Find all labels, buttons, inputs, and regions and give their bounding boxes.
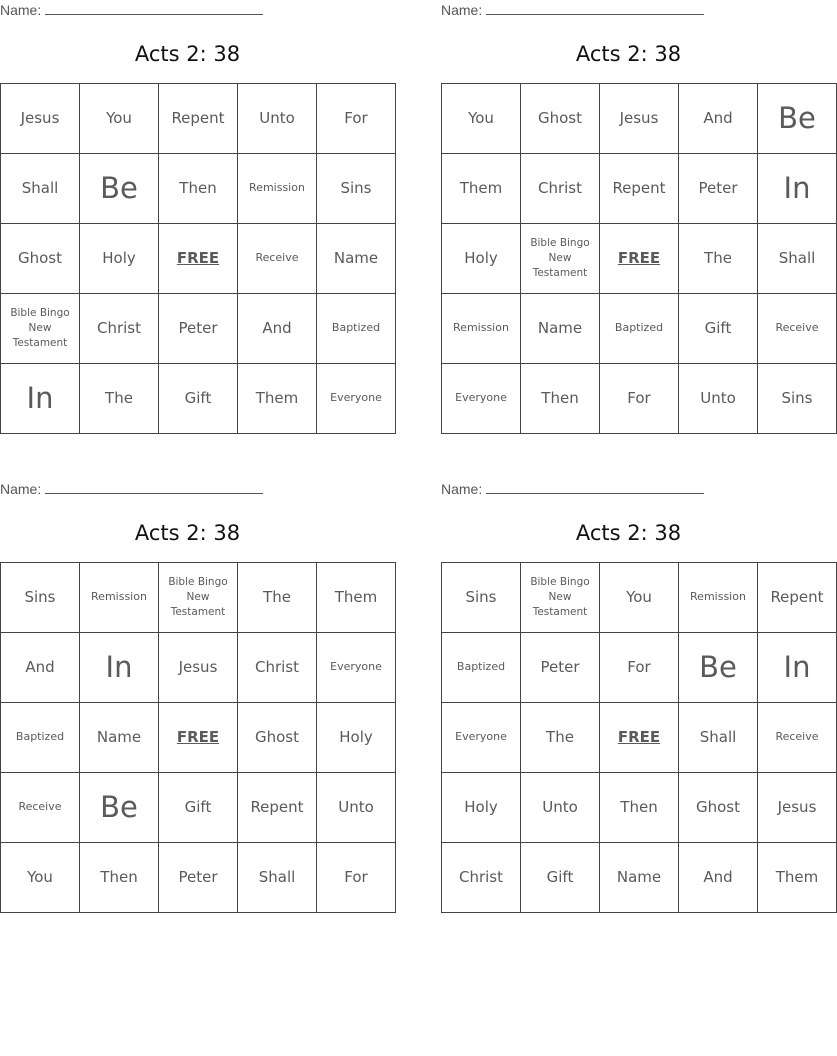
grid-cell: Jesus: [758, 773, 837, 843]
grid-cell: Be: [80, 773, 159, 843]
grid-cell: Name: [521, 294, 600, 364]
grid-cell: In: [80, 633, 159, 703]
grid-row: [442, 224, 837, 294]
grid-cell: You: [600, 563, 679, 633]
grid-cell: Jesus: [159, 633, 238, 703]
grid-cell: Bible Bingo New Testament: [1, 294, 80, 364]
grid-cell: Remission: [80, 563, 159, 633]
grid-cell: Shall: [679, 703, 758, 773]
grid-cell: Bible Bingo New Testament: [521, 224, 600, 294]
grid-cell: Baptized: [442, 633, 521, 703]
grid-cell: Ghost: [238, 703, 317, 773]
name-label: Name:: [0, 481, 42, 497]
free-space-cell: FREE: [600, 703, 679, 773]
grid-cell: The: [679, 224, 758, 294]
grid-cell: Then: [80, 843, 159, 913]
grid-row: [1, 773, 396, 843]
card-title: Acts 2: 38: [134, 521, 241, 545]
grid-cell: Peter: [159, 843, 238, 913]
grid-cell: The: [521, 703, 600, 773]
grid-cell: Sins: [758, 364, 837, 434]
grid-cell: Name: [600, 843, 679, 913]
grid-cell: Ghost: [1, 224, 80, 294]
grid-cell: Jesus: [600, 84, 679, 154]
grid-cell: Them: [442, 154, 521, 224]
grid-cell: Remission: [238, 154, 317, 224]
grid-cell: For: [600, 633, 679, 703]
free-space-cell: FREE: [159, 703, 238, 773]
grid-cell: Holy: [317, 703, 396, 773]
grid-cell: Holy: [442, 224, 521, 294]
bingo-grid: [0, 83, 396, 434]
grid-cell: And: [679, 84, 758, 154]
grid-cell: Holy: [442, 773, 521, 843]
name-field: [0, 481, 263, 497]
grid-cell: Name: [80, 703, 159, 773]
grid-cell: Jesus: [1, 84, 80, 154]
grid-cell: Then: [159, 154, 238, 224]
grid-cell: Repent: [159, 84, 238, 154]
grid-row: [442, 84, 837, 154]
grid-cell: Shall: [238, 843, 317, 913]
grid-cell: For: [317, 843, 396, 913]
grid-cell: In: [1, 364, 80, 434]
grid-cell: Them: [238, 364, 317, 434]
grid-cell: Bible Bingo New Testament: [521, 563, 600, 633]
grid-row: [1, 843, 396, 913]
grid-cell: Christ: [521, 154, 600, 224]
grid-cell: You: [80, 84, 159, 154]
grid-cell: Christ: [80, 294, 159, 364]
grid-cell: Sins: [1, 563, 80, 633]
grid-cell: Baptized: [317, 294, 396, 364]
grid-cell: Be: [80, 154, 159, 224]
grid-cell: Ghost: [521, 84, 600, 154]
grid-cell: Be: [679, 633, 758, 703]
grid-cell: In: [758, 154, 837, 224]
grid-cell: Them: [758, 843, 837, 913]
grid-cell: Peter: [159, 294, 238, 364]
grid-row: [1, 563, 396, 633]
grid-cell: Christ: [238, 633, 317, 703]
grid-cell: Everyone: [442, 364, 521, 434]
grid-row: [1, 364, 396, 434]
grid-cell: Unto: [238, 84, 317, 154]
grid-row: [442, 294, 837, 364]
grid-cell: You: [442, 84, 521, 154]
grid-cell: Them: [317, 563, 396, 633]
name-label: Name:: [0, 2, 42, 18]
bingo-grid: [441, 83, 837, 434]
grid-row: [442, 154, 837, 224]
grid-cell: The: [80, 364, 159, 434]
grid-cell: Everyone: [317, 633, 396, 703]
grid-row: [1, 154, 396, 224]
grid-row: [1, 224, 396, 294]
card-title: Acts 2: 38: [575, 42, 682, 66]
grid-row: [442, 364, 837, 434]
grid-row: [1, 84, 396, 154]
grid-cell: Name: [317, 224, 396, 294]
grid-cell: Be: [758, 84, 837, 154]
grid-row: [442, 773, 837, 843]
grid-cell: Holy: [80, 224, 159, 294]
grid-cell: Then: [600, 773, 679, 843]
grid-cell: Remission: [679, 563, 758, 633]
grid-cell: You: [1, 843, 80, 913]
grid-row: [1, 294, 396, 364]
grid-cell: Repent: [600, 154, 679, 224]
grid-row: [1, 633, 396, 703]
grid-cell: Unto: [317, 773, 396, 843]
grid-cell: Baptized: [1, 703, 80, 773]
grid-cell: Everyone: [442, 703, 521, 773]
grid-cell: Christ: [442, 843, 521, 913]
grid-cell: And: [238, 294, 317, 364]
grid-cell: For: [600, 364, 679, 434]
name-blank-line: [486, 481, 704, 494]
grid-cell: Receive: [758, 294, 837, 364]
grid-cell: Repent: [238, 773, 317, 843]
grid-cell: Sins: [442, 563, 521, 633]
name-field: [441, 481, 704, 497]
grid-row: [442, 843, 837, 913]
name-label: Name:: [441, 2, 483, 18]
grid-cell: Peter: [521, 633, 600, 703]
grid-cell: Repent: [758, 563, 837, 633]
bingo-grid: [0, 562, 396, 913]
name-blank-line: [45, 2, 263, 15]
grid-row: [442, 563, 837, 633]
grid-cell: Everyone: [317, 364, 396, 434]
grid-cell: Unto: [679, 364, 758, 434]
grid-cell: Gift: [159, 364, 238, 434]
name-label: Name:: [441, 481, 483, 497]
grid-cell: In: [758, 633, 837, 703]
name-field: [441, 2, 704, 18]
grid-cell: Baptized: [600, 294, 679, 364]
grid-cell: Receive: [1, 773, 80, 843]
grid-cell: Peter: [679, 154, 758, 224]
bingo-grid: [441, 562, 837, 913]
grid-cell: Receive: [758, 703, 837, 773]
grid-cell: Sins: [317, 154, 396, 224]
grid-cell: Gift: [679, 294, 758, 364]
card-title: Acts 2: 38: [575, 521, 682, 545]
grid-cell: And: [679, 843, 758, 913]
grid-cell: Gift: [521, 843, 600, 913]
grid-cell: Receive: [238, 224, 317, 294]
free-space-cell: FREE: [600, 224, 679, 294]
grid-row: [1, 703, 396, 773]
name-field: [0, 2, 263, 18]
name-blank-line: [45, 481, 263, 494]
grid-cell: And: [1, 633, 80, 703]
grid-cell: Shall: [1, 154, 80, 224]
grid-cell: Gift: [159, 773, 238, 843]
grid-cell: Unto: [521, 773, 600, 843]
grid-cell: Bible Bingo New Testament: [159, 563, 238, 633]
grid-row: [442, 703, 837, 773]
grid-cell: Ghost: [679, 773, 758, 843]
grid-cell: For: [317, 84, 396, 154]
grid-cell: Remission: [442, 294, 521, 364]
name-blank-line: [486, 2, 704, 15]
grid-cell: The: [238, 563, 317, 633]
grid-row: [442, 633, 837, 703]
free-space-cell: FREE: [159, 224, 238, 294]
card-title: Acts 2: 38: [134, 42, 241, 66]
grid-cell: Shall: [758, 224, 837, 294]
grid-cell: Then: [521, 364, 600, 434]
